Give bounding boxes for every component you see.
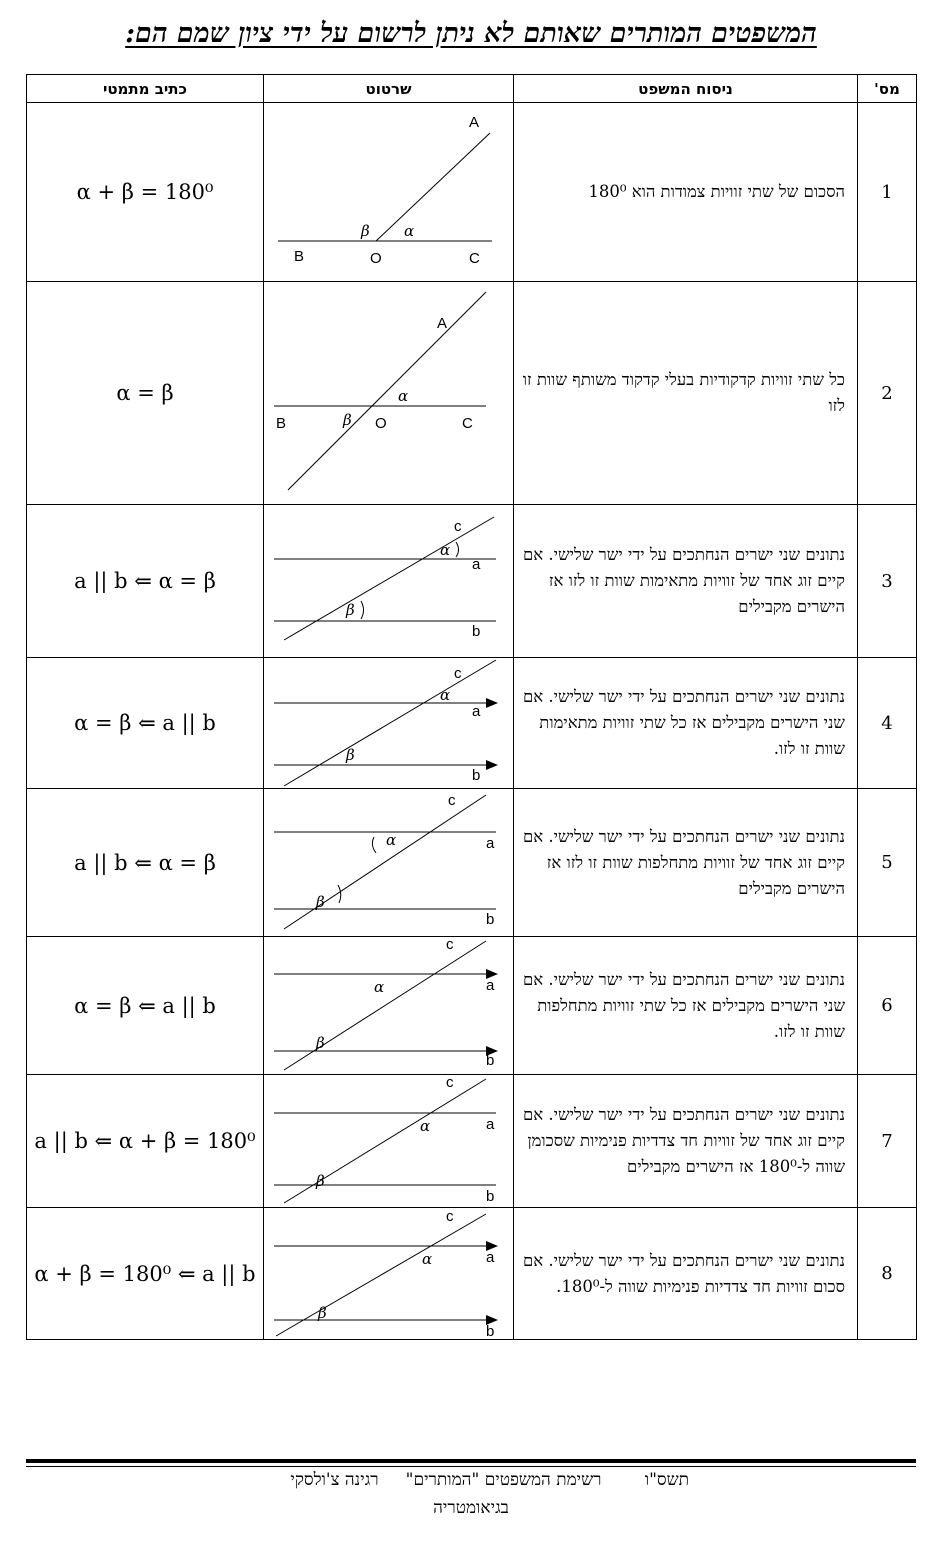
row-number: 2 [858,282,917,505]
diagram-label: b [486,1188,495,1205]
statement-cell: נתונים שני ישרים הנחתכים על ידי ישר שלישי. אם קיים זוג אחד של זוויות מתחלפות שוות זו לזו אז הישרים מקבילים [514,789,858,937]
table-row [27,103,917,282]
footer-year: תשס"ו [644,1470,689,1490]
diagram-label: O [375,415,387,432]
alternate-angles-diagram [264,789,514,936]
co-interior-angles-diagram [264,1075,514,1207]
angle-label-alpha: α [420,1117,431,1135]
sketch-cell [264,1208,514,1340]
diagram-label: b [486,1323,495,1339]
diagram-label: a [486,835,495,852]
table-row [27,789,917,937]
footer-list-name: רשימת המשפטים "המותרים" [405,1470,602,1490]
diagram-label: c [448,792,456,809]
statement-cell: כל שתי זוויות קדקודיות בעלי קדקוד משותף שוות זו לזו [514,282,858,505]
notation-cell: α = β [27,282,264,505]
diagram-label: a [486,977,495,994]
sketch-cell [264,1075,514,1208]
sketch-cell [264,282,514,505]
corresponding-angles-diagram [264,505,514,657]
notation-cell: a || b ⇐ α = β [27,789,264,937]
supplementary-angles-diagram [264,103,514,281]
table-row [27,1075,917,1208]
statement-cell: נתונים שני ישרים הנחתכים על ידי ישר שלישי. אם סכום זוויות חד צדדיות פנימיות שווה ל-180⁰. [514,1208,858,1340]
table-row [27,658,917,789]
diagram-label: C [469,250,480,267]
diagram-label: c [454,665,462,682]
footer-rule-thick [26,1459,916,1463]
diagram-label: b [486,1052,495,1069]
row-number: 6 [858,937,917,1075]
theorems-table [26,74,917,1340]
diagram-label: c [446,937,454,953]
statement-cell: הסכום של שתי זוויות צמודות הוא 180⁰ [514,103,858,282]
diagram-label: B [276,415,287,432]
angle-label-alpha: α [422,1250,433,1268]
diagram-label: b [472,767,481,784]
diagram-label: C [462,415,473,432]
angle-label-alpha: α [386,831,397,849]
row-number: 8 [858,1208,917,1340]
angle-label-beta: β [318,1304,327,1322]
table-row [27,505,917,658]
sketch-cell [264,505,514,658]
notation-cell: α = β ⇐ a || b [27,658,264,789]
table-row [27,282,917,505]
footer-subject: בגיאומטריה [433,1498,509,1518]
statement-cell: נתונים שני ישרים הנחתכים על ידי ישר שלישי. אם קיים זוג אחד של זוויות חד צדדיות פנימיות שסכומן שווה ל-180⁰ אז הישרים מקבילים [514,1075,858,1208]
row-number: 7 [858,1075,917,1208]
diagram-label: a [472,556,481,573]
angle-label-alpha: α [404,222,415,240]
angle-label-alpha: α [440,686,451,704]
statement-cell: נתונים שני ישרים הנחתכים על ידי ישר שלישי. אם שני הישרים מקבילים אז כל שתי זוויות מתאימות שוות זו לזו. [514,658,858,789]
table-header-row [27,75,917,103]
diagram-label: c [446,1208,454,1225]
sketch-cell [264,937,514,1075]
diagram-label: A [437,315,448,332]
parallel-corresponding-diagram [264,658,514,788]
notation-cell: a || b ⇐ α + β = 180⁰ [27,1075,264,1208]
diagram-label: A [469,114,480,131]
diagram-label: a [486,1249,495,1266]
header-num: מס' [858,75,917,103]
diagram-label: B [294,248,305,265]
row-number: 3 [858,505,917,658]
statement-cell: נתונים שני ישרים הנחתכים על ידי ישר שלישי. אם קיים זוג אחד של זוויות מתאימות שוות זו לזו אז הישרים מקבילים [514,505,858,658]
notation-cell: a || b ⇐ α = β [27,505,264,658]
row-number: 4 [858,658,917,789]
notation-cell: α + β = 180⁰ ⇐ a || b [27,1208,264,1340]
footer-author: רגינה צ'ולסקי [290,1470,379,1490]
diagram-label: b [486,911,495,928]
header-statement: ניסוח המשפט [514,75,858,103]
diagram-label: O [370,250,382,267]
angle-label-alpha: α [398,387,409,405]
parallel-alternate-diagram [264,937,514,1074]
angle-label-beta: β [346,746,355,764]
header-sketch: שרטוט [264,75,514,103]
diagram-label: a [486,1116,495,1133]
table-row [27,937,917,1075]
sketch-cell [264,789,514,937]
angle-label-alpha: α [374,978,385,996]
sketch-cell [264,103,514,282]
angle-label-beta: β [361,222,370,240]
notation-cell: α + β = 180⁰ [27,103,264,282]
diagram-label: c [446,1075,454,1091]
vertical-angles-diagram [264,282,514,504]
statement-cell: נתונים שני ישרים הנחתכים על ידי ישר שלישי. אם שני הישרים מקבילים אז כל שתי זוויות מתחלפות שוות זו לזו. [514,937,858,1075]
angle-label-beta: β [346,601,355,619]
row-number: 1 [858,103,917,282]
parallel-co-interior-diagram [264,1208,514,1339]
angle-label-beta: β [316,1034,325,1052]
angle-label-alpha: α [440,541,451,559]
diagram-label: b [472,623,481,640]
angle-label-beta: β [316,893,325,911]
diagram-label: c [454,518,462,535]
page-title: המשפטים המותרים שאותם לא ניתן לרשום על ידי ציון שמם הם: [125,18,817,49]
notation-cell: α = β ⇐ a || b [27,937,264,1075]
footer-rule-thin [26,1466,916,1467]
diagram-label: a [472,703,481,720]
header-notation: כתיב מתמטי [27,75,264,103]
row-number: 5 [858,789,917,937]
footer-line [290,1470,689,1490]
angle-label-beta: β [316,1172,325,1190]
sketch-cell [264,658,514,789]
table-row [27,1208,917,1340]
angle-label-beta: β [343,411,352,429]
